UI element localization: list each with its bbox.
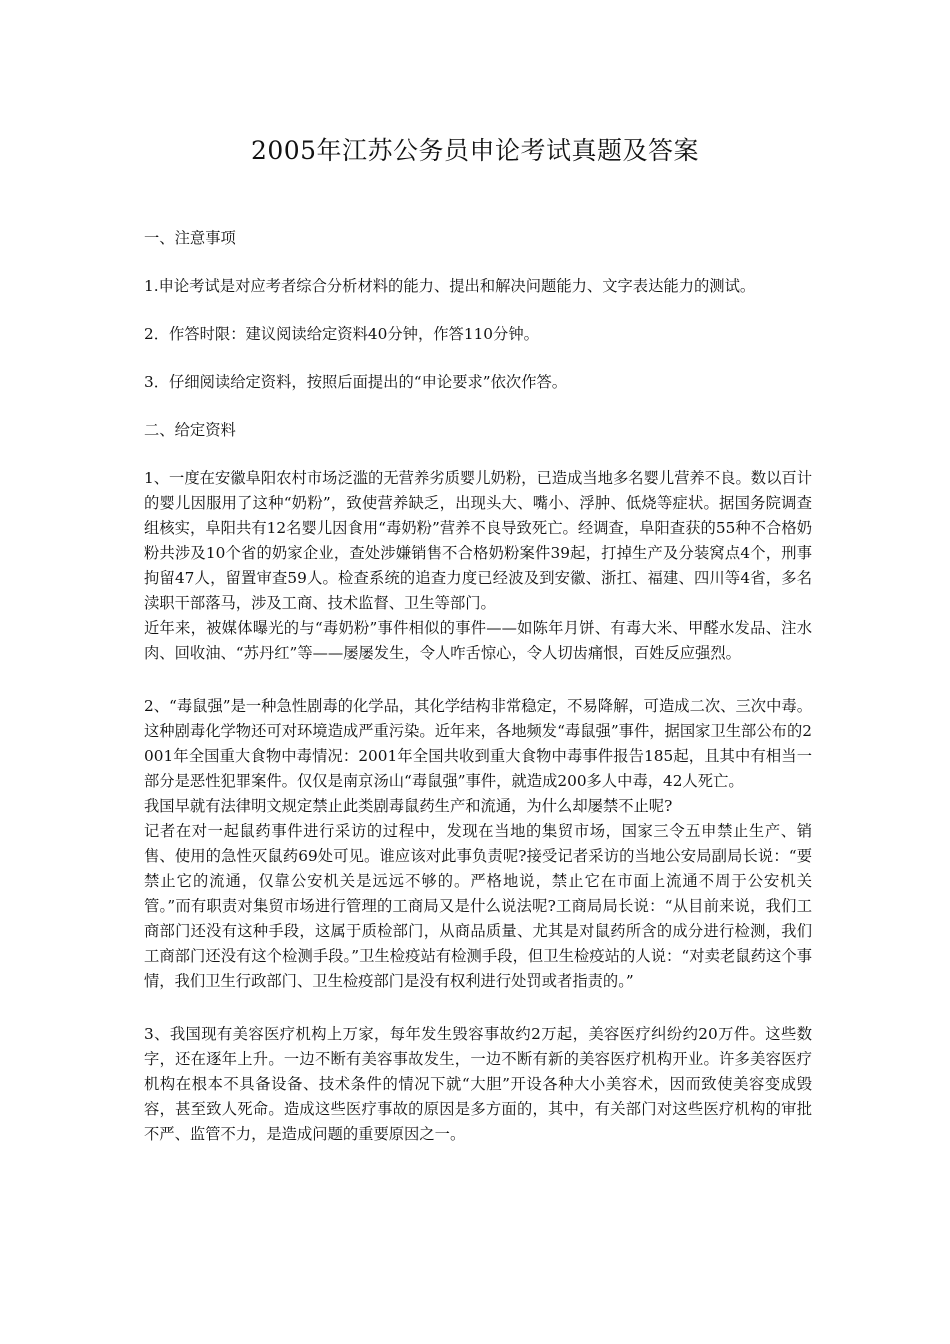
material-1-paragraph-1: 1、一度在安徽阜阳农村市场泛滥的无营养劣质婴儿奶粉，已造成当地多名婴儿营养不良。数以百计的婴儿因服用了这种“奶粉”，致使营养缺乏，出现头大、嘴小、浮肿、低烧等症状。据国务院调查组核实，阜阳共有12名婴儿因食用“毒奶粉”营养不良导致死亡。经调查，阜阳查获的55种不合格奶粉共涉及10个省的奶家企业，查处涉嫌销售不合格奶粉案件39起，打掉生产及分装窝点4个，刑事拘留47人，留置审查59人。检查系统的追查力度已经波及到安徽、浙扛、福建、四川等4省，多名渎职干部落马，涉及工商、技术监督、卫生等部门。 [144,469,812,612]
material-2-paragraph-3: 记者在对一起鼠药事件进行采访的过程中，发现在当地的集贸市场，国家三令五申禁止生产、销售、使用的急性灭鼠药69处可见。谁应该对此事负责呢?接受记者采访的当地公安局副局长说：“要禁止它的流通，仅靠公安机关是远远不够的。严格地说，禁止它在市面上流通不周于公安机关管。”而有职责对集贸市场进行管理的工商局又是什么说法呢?工商局局长说：“从目前来说，我们工商部门还没有这种手段，这属于质检部门，从商品质量、尤其是对鼠药所含的成分进行检测，我们工商部门还没有这个检测手段。”卫生检疫站有检测手段，但卫生检疫站的人说：“对卖老鼠药这个事情，我们卫生行政部门、卫生检疫部门是没有权利进行处罚或者指责的。” [144,822,812,990]
document-title: 2005年江苏公务员申论考试真题及答案 [250,136,700,165]
section-heading-notes: 一、注意事项 [144,229,236,247]
document-body [144,226,812,1147]
note-item-1: 1.申论考试是对应考者综合分析材料的能力、提出和解决问题能力、文字表达能力的测试。 [144,277,756,295]
material-1-paragraph-2: 近年来，被媒体曝光的与“毒奶粉”事件相似的事件——如陈年月饼、有毒大米、甲醛水发品、注水肉、回收油、“苏丹红”等——屡屡发生，令人咋舌惊心，令人切齿痛恨，百姓反应强烈。 [144,619,812,662]
material-2-paragraph-1: 2、“毒鼠强”是一种急性剧毒的化学品，其化学结构非常稳定，不易降解，可造成二次、三次中毒。这种剧毒化学物还可对环境造成严重污染。近年来，各地频发“毒鼠强”事件，据国家卫生部公布的2001年全国重大食物中毒情况：2001年全国共收到重大食物中毒事件报告185起，且其中有相当一部分是恶性犯罪案件。仅仅是南京汤山“毒鼠强”事件，就造成200多人中毒，42人死亡。 [144,697,812,790]
material-2-paragraph-2: 我国早就有法律明文规定禁止此类剧毒鼠药生产和流通，为什么却屡禁不止呢? [144,797,673,815]
note-item-2: 2．作答时限：建议阅读给定资料40分钟，作答110分钟。 [144,325,539,343]
note-item-3: 3．仔细阅读给定资料，按照后面提出的“申论要求”依次作答。 [144,373,568,391]
section-heading-materials: 二、给定资料 [144,421,236,439]
material-3-paragraph-1: 3、我国现有美容医疗机构上万家，每年发生毁容事故约2万起，美容医疗纠纷约20万件。这些数字，还在逐年上升。一边不断有美容事故发生，一边不断有新的美容医疗机构开业。许多美容医疗机构在根本不具备设备、技术条件的情况下就“大胆”开设各种大小美容术，因而致使美容变成毁容，甚至致人死命。造成这些医疗事故的原因是多方面的，其中，有关部门对这些医疗机构的审批不严、监管不力，是造成问题的重要原因之一。 [144,1025,812,1143]
